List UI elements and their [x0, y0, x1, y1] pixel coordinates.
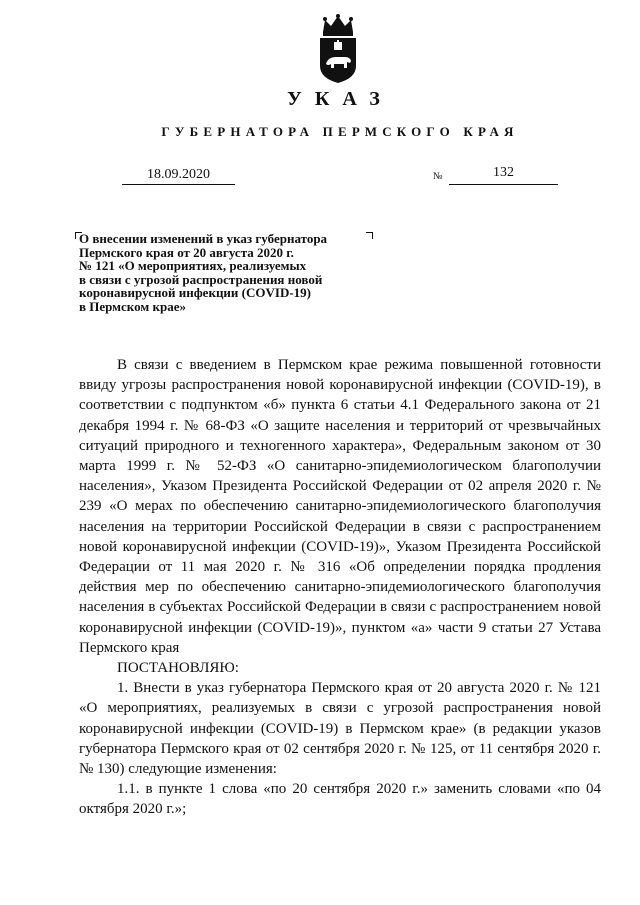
document-body: [79, 355, 601, 820]
item-1-paragraph: 1. Внести в указ губернатора Пермского края от 20 августа 2020 г. № 121 «О мероприятиях, реализуемых в связи с угрозой распространения новой коронавирусной инфекции (COVID-19) в Пермском крае» (в редакции указов губернатора Пермского края от 02 сентября 2020 г. № 125, от 11 сентября 2020 г. № 130) следующие изменения:: [79, 680, 601, 778]
number-sign: №: [433, 171, 443, 182]
document-number: 132: [449, 166, 558, 185]
heading-line: О внесении изменений в указ губернатора: [79, 231, 328, 246]
issuer-subtitle: ГУБЕРНАТОРА ПЕРМСКОГО КРАЯ: [161, 124, 519, 139]
document-title: УКАЗ: [287, 88, 393, 110]
heading-line: коронавирусной инфекции (COVID-19): [79, 285, 311, 300]
heading-line: № 121 «О мероприятиях, реализуемых: [79, 258, 307, 273]
heading-line: в связи с угрозой распространения новой: [79, 271, 323, 287]
document-number-field: [433, 166, 558, 184]
document-date: 18.09.2020: [122, 166, 235, 185]
heading-line: Пермского края от 20 августа 2020 г.: [79, 244, 294, 260]
perm-krai-coat-of-arms-icon: [317, 14, 359, 84]
item-1-1-paragraph: 1.1. в пункте 1 слова «по 20 сентября 2020 г.» заменить словами «по 04 октября 2020 г.»;: [79, 781, 601, 818]
heading-line: в Пермском крае»: [79, 298, 186, 314]
document-heading: [79, 232, 399, 313]
decree-word: ПОСТАНОВЛЯЮ:: [117, 660, 239, 677]
preamble-paragraph: В связи с введением в Пермском крае режима повышенной готовности ввиду угрозы распространения новой коронавирусной инфекции (COVID-19), в соответствии с подпунктом «б» пункта 6 статьи 4.1 Федерального закона от 21 декабря 1994 г. № 68-ФЗ «О защите населения и территорий от чрезвычайных ситуаций природного и техногенного характера», Федеральным законом от 30 марта 1999 г. № 52-ФЗ «О санитарно-эпидемиологическом благополучии населения», Указом Президента Российской Федерации от 02 апреля 2020 г. № 239 «О мерах по обеспечению санитарно-эпидемиологического благополучия населения на территории Российской Федерации в связи с распространением новой коронавирусной инфекции (COVID-19)», Указом Президента Российской Федерации от 11 мая 2020 г. № 316 «Об определении порядка продления действия мер по обеспечению санитарно-эпидемиологического благополучия населения в субъектах Российской Федерации в связи с распространением новой коронавирусной инфекции (COVID-19)», пунктом «а» части 9 статьи 27 Устава Пермского края: [79, 357, 601, 656]
